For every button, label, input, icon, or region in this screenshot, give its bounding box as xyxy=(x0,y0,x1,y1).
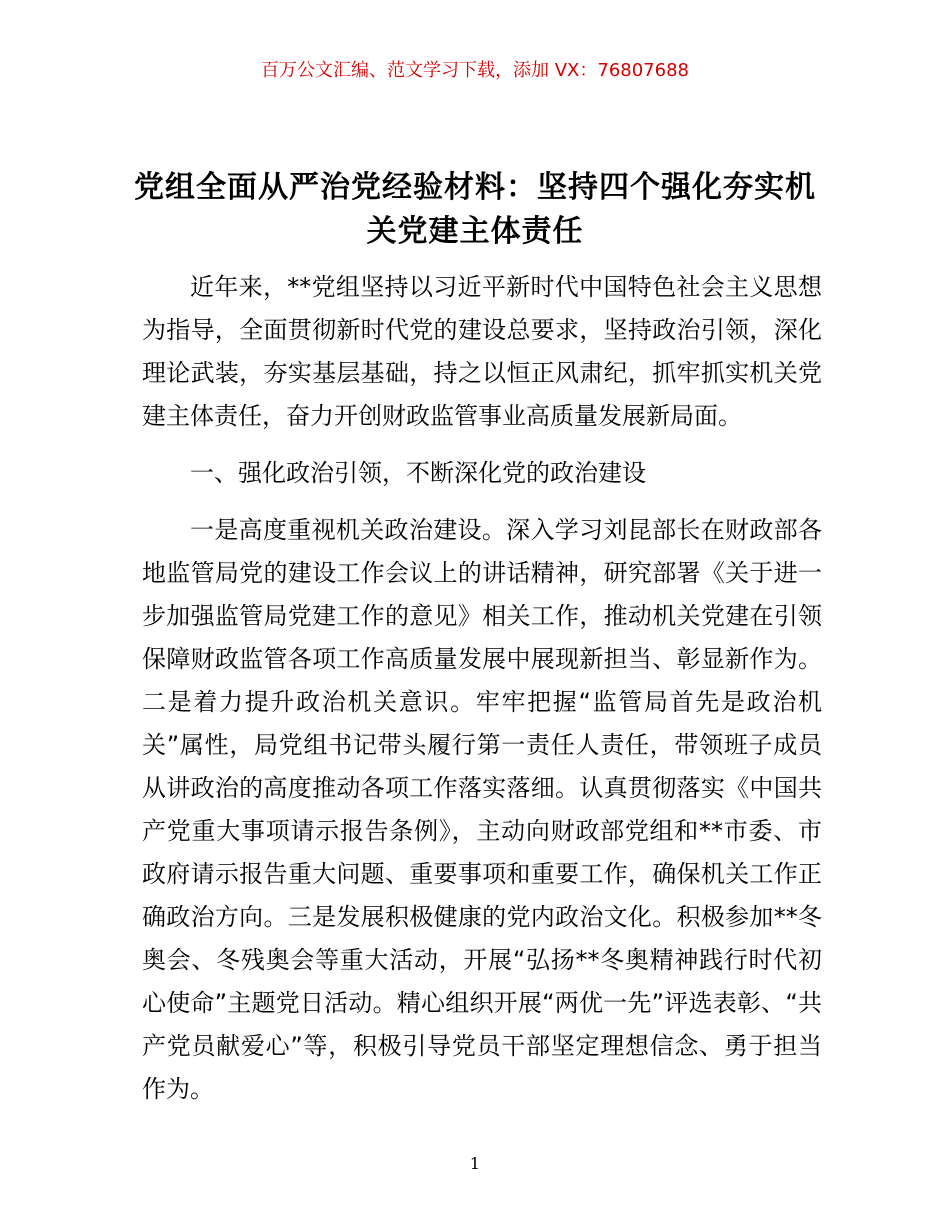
page-number: 1 xyxy=(469,1154,481,1173)
intro-paragraph: 近年来，**党组坚持以习近平新时代中国特色社会主义思想为指导，全面贯彻新时代党的建设总要求，坚持政治引领，深化理论武装，夯实基层基础，持之以恒正风肃纪，抓牢抓实机关党建主体责任，奋力开创财政监管事业高质量发展新局面。 xyxy=(142,273,822,430)
body-paragraph: 一是高度重视机关政治建设。深入学习刘昆部长在财政部各地监管局党的建设工作会议上的讲话精神，研究部署《关于进一步加强监管局党建工作的意见》相关工作，推动机关党建在引领保障财政监管各项工作高质量发展中展现新担当、彰显新作为。二是着力提升政治机关意识。牢牢把握“监管局首先是政治机关”属性，局党组书记带头履行第一责任人责任，带领班子成员从讲政治的高度推动各项工作落实落细。认真贯彻落实《中国共产党重大事项请示报告条例》，主动向财政部党组和**市委、市政府请示报告重大问题、重要事项和重要工作，确保机关工作正确政治方向。三是发展积极健康的党内政治文化。积极参加**冬奥会、冬残奥会等重大活动，开展“弘扬**冬奥精神践行时代初心使命”主题党日活动。精心组织开展“两优一先”评选表彰、“共产党员献爱心”等，积极引导党员干部坚定理想信念、勇于担当作为。 xyxy=(142,516,822,1103)
document-body xyxy=(142,266,822,1125)
header-note: 百万公文汇编、范文学习下载，添加 VX：76807688 xyxy=(261,60,689,81)
section-heading: 一、强化政治引领，不断深化党的政治建设 xyxy=(190,459,646,487)
document-title: 党组全面从严治党经验材料：坚持四个强化夯实机关党建主体责任 xyxy=(134,170,816,249)
